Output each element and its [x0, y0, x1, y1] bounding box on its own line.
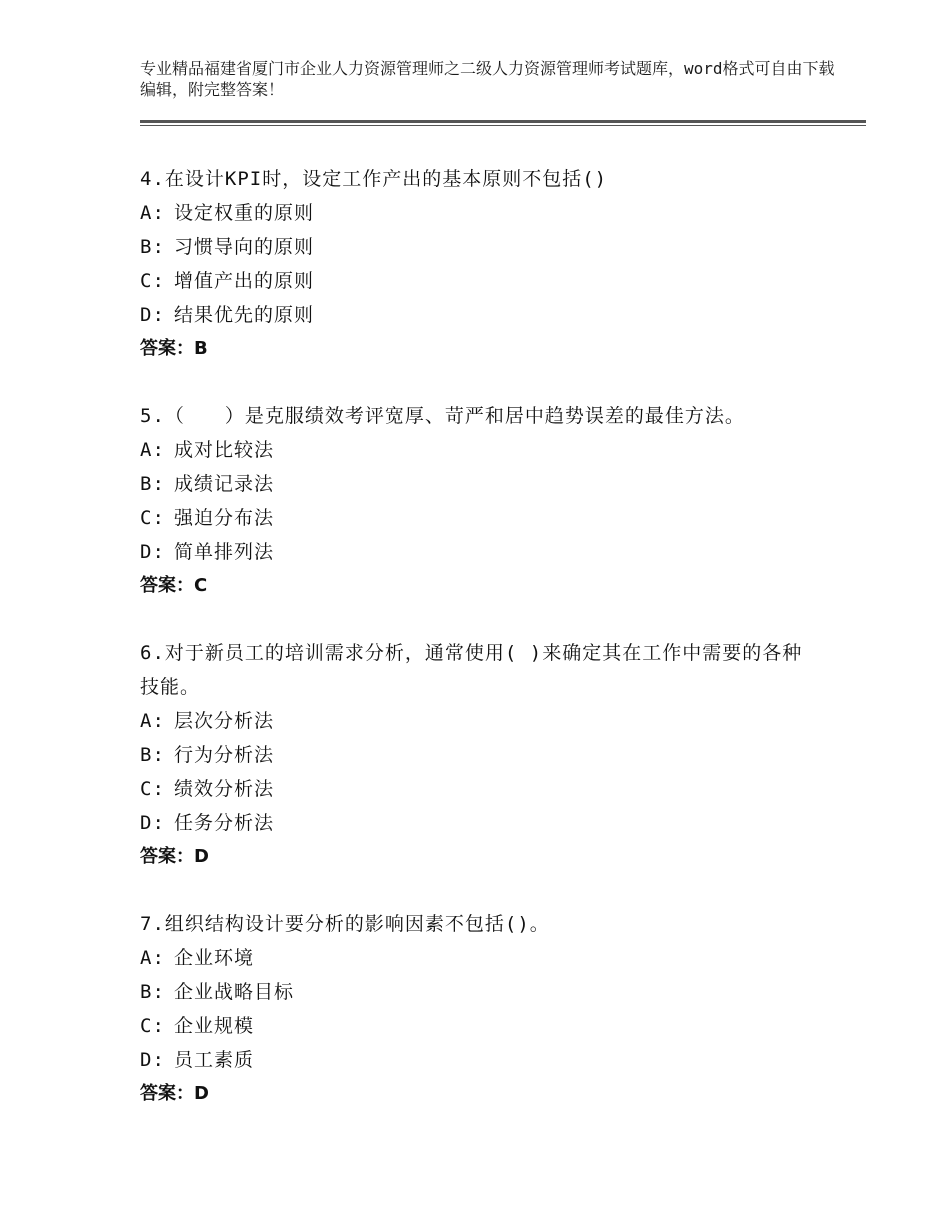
- option-b: [140, 230, 820, 264]
- option-a: [140, 196, 820, 230]
- option-text: 简单排列法: [174, 541, 275, 563]
- option-letter: C:: [140, 778, 165, 800]
- answer-label: 答案：: [140, 1083, 194, 1104]
- option-b: [140, 738, 820, 772]
- answer-value: C: [194, 575, 208, 596]
- option-letter: A:: [140, 439, 165, 461]
- document-header: 专业精品福建省厦门市企业人力资源管理师之二级人力资源管理师考试题库，word格式可自由下载编辑，附完整答案！: [140, 59, 835, 99]
- option-d: [140, 535, 820, 569]
- option-c: [140, 264, 820, 298]
- option-letter: D:: [140, 812, 165, 834]
- option-letter: B:: [140, 744, 165, 766]
- option-letter: C:: [140, 507, 165, 529]
- option-text: 企业战略目标: [174, 981, 295, 1003]
- option-a: [140, 433, 820, 467]
- question-4: [140, 162, 820, 366]
- option-letter: A:: [140, 710, 165, 732]
- option-text: 结果优先的原则: [174, 304, 315, 326]
- option-b: [140, 467, 820, 501]
- option-letter: B:: [140, 236, 165, 258]
- option-letter: D:: [140, 541, 165, 563]
- option-letter: A:: [140, 202, 165, 224]
- answer-line: [140, 840, 820, 874]
- option-b: [140, 975, 820, 1009]
- option-text: 成绩记录法: [174, 473, 275, 495]
- option-letter: B:: [140, 981, 165, 1003]
- option-text: 层次分析法: [174, 710, 275, 732]
- option-text: 强迫分布法: [174, 507, 275, 529]
- question-list: [140, 162, 820, 1144]
- question-stem: 5.（ ）是克服绩效考评宽厚、苛严和居中趋势误差的最佳方法。: [140, 405, 745, 427]
- answer-line: [140, 1077, 820, 1111]
- option-text: 员工素质: [174, 1049, 255, 1071]
- answer-label: 答案：: [140, 338, 194, 359]
- option-letter: B:: [140, 473, 165, 495]
- option-text: 任务分析法: [174, 812, 275, 834]
- option-text: 企业规模: [174, 1015, 255, 1037]
- question-stem: 4.在设计KPI时，设定工作产出的基本原则不包括(): [140, 168, 608, 190]
- option-text: 设定权重的原则: [174, 202, 315, 224]
- option-d: [140, 1043, 820, 1077]
- answer-line: [140, 332, 820, 366]
- option-letter: C:: [140, 1015, 165, 1037]
- header-divider-thin: [140, 125, 866, 126]
- option-a: [140, 941, 820, 975]
- option-c: [140, 1009, 820, 1043]
- question-stem: 7.组织结构设计要分析的影响因素不包括()。: [140, 913, 550, 935]
- header-divider: [140, 120, 866, 123]
- option-c: [140, 501, 820, 535]
- option-text: 企业环境: [174, 947, 255, 969]
- question-6: [140, 636, 820, 874]
- option-letter: A:: [140, 947, 165, 969]
- option-letter: D:: [140, 304, 165, 326]
- option-d: [140, 806, 820, 840]
- question-5: [140, 399, 820, 603]
- answer-value: D: [194, 846, 209, 867]
- option-text: 成对比较法: [174, 439, 275, 461]
- answer-value: D: [194, 1083, 209, 1104]
- question-stem: 6.对于新员工的培训需求分析，通常使用( )来确定其在工作中需要的各种技能。: [140, 642, 803, 698]
- question-7: [140, 907, 820, 1111]
- answer-line: [140, 569, 820, 603]
- option-a: [140, 704, 820, 738]
- option-c: [140, 772, 820, 806]
- answer-label: 答案：: [140, 846, 194, 867]
- option-text: 增值产出的原则: [174, 270, 315, 292]
- answer-label: 答案：: [140, 575, 194, 596]
- option-letter: D:: [140, 1049, 165, 1071]
- option-d: [140, 298, 820, 332]
- option-text: 习惯导向的原则: [174, 236, 315, 258]
- option-text: 绩效分析法: [174, 778, 275, 800]
- option-letter: C:: [140, 270, 165, 292]
- answer-value: B: [194, 338, 208, 359]
- option-text: 行为分析法: [174, 744, 275, 766]
